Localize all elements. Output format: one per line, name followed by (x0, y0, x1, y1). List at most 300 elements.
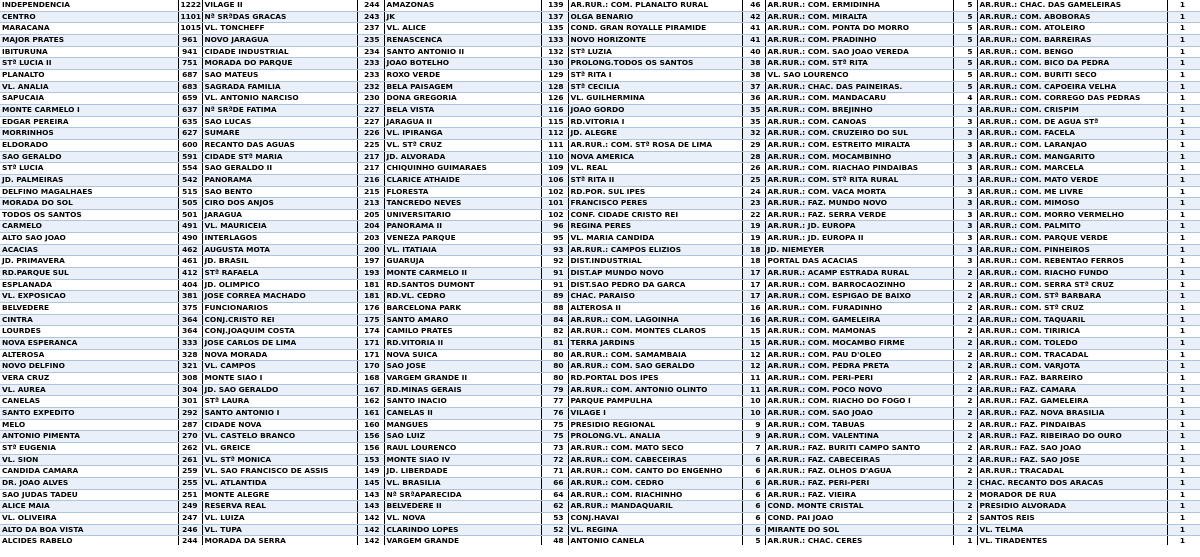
count-cell: 1 (1167, 454, 1200, 466)
count-cell: 5 (953, 58, 977, 70)
count-cell: 24 (742, 186, 765, 198)
neighborhood-name-cell: RD.VL. CEDRO (384, 291, 541, 303)
count-cell: 77 (541, 396, 568, 408)
neighborhood-name-cell: AR.RUR.: COM. ABOBORAS (977, 11, 1167, 23)
neighborhood-name-cell: MONTE CARMELO II (384, 268, 541, 280)
count-cell: 15 (742, 338, 765, 350)
count-cell: 10 (742, 407, 765, 419)
count-cell: 7 (742, 442, 765, 454)
count-cell: 364 (178, 314, 202, 326)
count-cell: 9 (742, 431, 765, 443)
neighborhood-name-cell: CONF. CIDADE CRISTO REI (568, 209, 742, 221)
neighborhood-name-cell: VL. CAMPOS (202, 361, 357, 373)
count-cell: 17 (742, 279, 765, 291)
neighborhood-name-cell: VL. ALICE (384, 23, 541, 35)
neighborhood-name-cell: AR.RUR.: COM. TABUAS (765, 419, 953, 431)
count-cell: 292 (178, 407, 202, 419)
neighborhood-name-cell: AR.RUR.: COM. STª BARBARA (977, 291, 1167, 303)
neighborhood-name-cell: JOSE CARLOS DE LIMA (202, 338, 357, 350)
count-cell: 1 (1167, 209, 1200, 221)
table-row (0, 396, 1200, 408)
neighborhood-name-cell: AR.RUR.: FAZ. CAMARA (977, 384, 1167, 396)
count-cell: 36 (742, 93, 765, 105)
count-cell: 2 (953, 489, 977, 501)
neighborhood-name-cell: AR.RUR.: COM. POCO NOVO (765, 384, 953, 396)
count-cell: 1 (1167, 0, 1200, 11)
neighborhood-name-cell: AR.RUR.: COM. CEDRO (568, 477, 742, 489)
count-cell: 213 (357, 198, 384, 210)
count-cell: 249 (178, 501, 202, 513)
neighborhood-name-cell: AR.RUR.: COM. SAO GERALDO (568, 361, 742, 373)
count-cell: 75 (541, 431, 568, 443)
count-cell: 3 (953, 128, 977, 140)
neighborhood-name-cell: COND. PAI JOAO (765, 512, 953, 524)
neighborhood-name-cell: SAO JOSE (384, 361, 541, 373)
neighborhood-name-cell: COND. MONTE CRISTAL (765, 501, 953, 513)
neighborhood-name-cell: CANELAS II (384, 407, 541, 419)
count-cell: 251 (178, 489, 202, 501)
neighborhood-name-cell: VL. SAO LOURENCO (765, 69, 953, 81)
neighborhood-name-cell: AR.RUR.: FAZ. NOVA BRASILIA (977, 407, 1167, 419)
neighborhood-name-cell: RD.VITORIA I (568, 116, 742, 128)
count-cell: 170 (357, 361, 384, 373)
table-row (0, 174, 1200, 186)
count-cell: 1 (1167, 361, 1200, 373)
neighborhood-name-cell: AR.RUR.: COM. PEDRA PRETA (765, 361, 953, 373)
count-cell: 64 (541, 489, 568, 501)
count-cell: 1 (1167, 69, 1200, 81)
neighborhood-name-cell: COND. GRAN ROYALLE PIRAMIDE (568, 23, 742, 35)
neighborhood-name-cell: ESPLANADA (0, 279, 178, 291)
neighborhood-name-cell: AR.RUR.: COM. GAMELEIRA (765, 314, 953, 326)
neighborhood-name-cell: MIRANTE DO SOL (765, 524, 953, 536)
neighborhood-name-cell: DIST.AP MUNDO NOVO (568, 268, 742, 280)
count-cell: 53 (541, 512, 568, 524)
count-cell: 102 (541, 209, 568, 221)
neighborhood-name-cell: JD. NIEMEYER (765, 244, 953, 256)
table-row (0, 419, 1200, 431)
neighborhood-name-cell: AR.RUR.: COM. PALMITO (977, 221, 1167, 233)
neighborhood-name-cell: INDEPENDENCIA (0, 0, 178, 11)
count-cell: 3 (953, 233, 977, 245)
count-cell: 84 (541, 314, 568, 326)
count-cell: 1 (1167, 524, 1200, 536)
count-cell: 73 (541, 442, 568, 454)
count-cell: 3 (953, 186, 977, 198)
count-cell: 110 (541, 151, 568, 163)
count-cell: 1 (1167, 128, 1200, 140)
page-footer-strip (0, 545, 1200, 557)
count-cell: 2 (953, 279, 977, 291)
count-cell: 2 (953, 431, 977, 443)
neighborhood-name-cell: NOVO DELFINO (0, 361, 178, 373)
table-row (0, 34, 1200, 46)
table-row (0, 0, 1200, 11)
neighborhood-name-cell: RENASCENCA (384, 34, 541, 46)
neighborhood-name-cell: AR.RUR.: COM. ESTREITO MIRALTA (765, 139, 953, 151)
neighborhood-name-cell: TERRA JARDINS (568, 338, 742, 350)
neighborhood-name-cell: CIRO DOS ANJOS (202, 198, 357, 210)
neighborhood-name-cell: AR.RUR.: COM. CABECEIRAS (568, 454, 742, 466)
neighborhood-name-cell: JOAO BOTELHO (384, 58, 541, 70)
neighborhood-name-cell: AR.RUR.: COM. VALENTINA (765, 431, 953, 443)
count-cell: 12 (742, 361, 765, 373)
neighborhood-name-cell: FUNCIONARIOS (202, 303, 357, 315)
neighborhood-name-cell: AR.RUR.: COM. PRADINHO (765, 34, 953, 46)
count-cell: 1 (1167, 46, 1200, 58)
count-cell: 259 (178, 466, 202, 478)
count-cell: 1 (1167, 198, 1200, 210)
table-row (0, 11, 1200, 23)
neighborhood-name-cell: VENEZA PARQUE (384, 233, 541, 245)
count-cell: 243 (357, 11, 384, 23)
neighborhood-name-cell: MAJOR PRATES (0, 34, 178, 46)
count-cell: 687 (178, 69, 202, 81)
neighborhood-name-cell: SANTO INACIO (384, 396, 541, 408)
table-row (0, 349, 1200, 361)
count-cell: 5 (953, 34, 977, 46)
count-cell: 2 (953, 326, 977, 338)
count-cell: 1 (1167, 279, 1200, 291)
table-row (0, 477, 1200, 489)
neighborhood-name-cell: STª LUZIA (568, 46, 742, 58)
count-cell: 116 (541, 104, 568, 116)
neighborhood-name-cell: SANTOS REIS (977, 512, 1167, 524)
count-cell: 1 (1167, 291, 1200, 303)
count-cell: 364 (178, 326, 202, 338)
count-cell: 81 (541, 338, 568, 350)
count-cell: 6 (742, 512, 765, 524)
count-cell: 5 (953, 23, 977, 35)
neighborhood-name-cell: AR.RUR.: COM. VACA MORTA (765, 186, 953, 198)
neighborhood-name-cell: RECANTO DAS AGUAS (202, 139, 357, 151)
neighborhood-name-cell: INTERLAGOS (202, 233, 357, 245)
count-cell: 6 (742, 454, 765, 466)
count-cell: 462 (178, 244, 202, 256)
count-cell: 153 (357, 454, 384, 466)
neighborhood-name-cell: JD. SAO GERALDO (202, 384, 357, 396)
neighborhood-name-cell: SAO LUIZ (384, 431, 541, 443)
count-cell: 12 (742, 349, 765, 361)
count-cell: 5 (953, 11, 977, 23)
neighborhood-name-cell: ALTO DA BOA VISTA (0, 524, 178, 536)
neighborhood-name-cell: BELA VISTA (384, 104, 541, 116)
neighborhood-name-cell: ANTONIO CANELA (568, 536, 742, 548)
count-cell: 941 (178, 46, 202, 58)
neighborhood-name-cell: AR.RUR.: COM. FURADINHO (765, 303, 953, 315)
neighborhood-name-cell: MORADOR DE RUA (977, 489, 1167, 501)
count-cell: 1 (1167, 431, 1200, 443)
neighborhood-name-cell: AR.RUR.: FAZ. GAMELEIRA (977, 396, 1167, 408)
count-cell: 304 (178, 384, 202, 396)
neighborhood-name-cell: MARACANA (0, 23, 178, 35)
count-cell: 2 (953, 396, 977, 408)
count-cell: 5 (953, 46, 977, 58)
count-cell: 1 (1167, 221, 1200, 233)
neighborhood-name-cell: AUGUSTA MOTA (202, 244, 357, 256)
count-cell: 35 (742, 116, 765, 128)
count-cell: 143 (357, 501, 384, 513)
count-cell: 247 (178, 512, 202, 524)
neighborhood-name-cell: AR.RUR.: COM. BARREIRAS (977, 34, 1167, 46)
count-cell: 111 (541, 139, 568, 151)
count-cell: 244 (357, 0, 384, 11)
count-cell: 321 (178, 361, 202, 373)
table-row (0, 303, 1200, 315)
neighborhood-name-cell: JK (384, 11, 541, 23)
count-cell: 62 (541, 501, 568, 513)
table-row (0, 69, 1200, 81)
count-cell: 106 (541, 174, 568, 186)
neighborhood-name-cell: AR.RUR.: FAZ. SAO JOAO (977, 442, 1167, 454)
neighborhood-name-cell: VL. TUPA (202, 524, 357, 536)
count-cell: 204 (357, 221, 384, 233)
count-cell: 3 (953, 139, 977, 151)
neighborhood-name-cell: ALCIDES RABELO (0, 536, 178, 548)
count-cell: 42 (742, 11, 765, 23)
neighborhood-name-cell: JD. PALMEIRAS (0, 174, 178, 186)
count-cell: 404 (178, 279, 202, 291)
count-cell: 129 (541, 69, 568, 81)
neighborhood-name-cell: VL. REAL (568, 163, 742, 175)
count-cell: 1 (1167, 314, 1200, 326)
neighborhood-name-cell: AR.RUR.: COM. RIACHINHO (568, 489, 742, 501)
count-cell: 75 (541, 419, 568, 431)
neighborhood-name-cell: AR.RUR.: FAZ. PERI-PERI (765, 477, 953, 489)
neighborhood-name-cell: PRESIDIO REGIONAL (568, 419, 742, 431)
count-cell: 142 (357, 524, 384, 536)
count-cell: 5 (953, 69, 977, 81)
count-cell: 76 (541, 407, 568, 419)
table-row (0, 256, 1200, 268)
count-cell: 91 (541, 279, 568, 291)
count-cell: 156 (357, 431, 384, 443)
neighborhood-name-cell: AR.RUR.: COM. SAO JOAO VEREDA (765, 46, 953, 58)
neighborhood-name-cell: AR.RUR.: COM. MANGARITO (977, 151, 1167, 163)
count-cell: 175 (357, 314, 384, 326)
neighborhood-name-cell: VERA CRUZ (0, 373, 178, 385)
count-cell: 261 (178, 454, 202, 466)
neighborhood-name-cell: RD.MINAS GERAIS (384, 384, 541, 396)
count-cell: 1 (1167, 93, 1200, 105)
count-cell: 46 (742, 0, 765, 11)
neighborhood-name-cell: RD.SANTOS DUMONT (384, 279, 541, 291)
count-cell: 3 (953, 116, 977, 128)
neighborhood-name-cell: AR.RUR.: TRACADAL (977, 466, 1167, 478)
neighborhood-name-cell: CONJ.JOAQUIM COSTA (202, 326, 357, 338)
count-cell: 9 (742, 419, 765, 431)
count-cell: 101 (541, 198, 568, 210)
neighborhood-name-cell: TODOS OS SANTOS (0, 209, 178, 221)
count-cell: 1 (1167, 174, 1200, 186)
neighborhood-name-cell: NOVA SUICA (384, 349, 541, 361)
neighborhood-name-cell: STª RAFAELA (202, 268, 357, 280)
neighborhood-name-cell: AR.RUR.: COM. MATO VERDE (977, 174, 1167, 186)
neighborhood-name-cell: AR.RUR.: COM. ATOLEIRO (977, 23, 1167, 35)
table-row (0, 81, 1200, 93)
neighborhood-name-cell: AR.RUR.: FAZ. RIBEIRAO DO OURO (977, 431, 1167, 443)
neighborhood-name-cell: AR.RUR.: COM. MIRALTA (765, 11, 953, 23)
count-cell: 200 (357, 244, 384, 256)
neighborhood-name-cell: ROXO VERDE (384, 69, 541, 81)
neighborhood-name-cell: VL. TIRADENTES (977, 536, 1167, 548)
count-cell: 162 (357, 396, 384, 408)
count-cell: 2 (953, 524, 977, 536)
table-row (0, 221, 1200, 233)
count-cell: 1222 (178, 0, 202, 11)
neighborhood-name-cell: ALTEROSA (0, 349, 178, 361)
neighborhood-name-cell: VL. REGINA (568, 524, 742, 536)
neighborhood-name-cell: RD.PORTAL DOS IPES (568, 373, 742, 385)
count-cell: 1 (1167, 151, 1200, 163)
neighborhood-name-cell: AR.RUR.: FAZ. CABECEIRAS (765, 454, 953, 466)
neighborhood-name-cell: ALTEROSA II (568, 303, 742, 315)
count-cell: 1 (1167, 163, 1200, 175)
count-cell: 115 (541, 116, 568, 128)
neighborhood-name-cell: VL. BRASILIA (384, 477, 541, 489)
count-cell: 233 (357, 69, 384, 81)
count-cell: 109 (541, 163, 568, 175)
count-cell: 515 (178, 186, 202, 198)
neighborhood-name-cell: CENTRO (0, 11, 178, 23)
neighborhood-name-cell: AR.RUR.: COM. ESPIGAO DE BAIXO (765, 291, 953, 303)
neighborhood-name-cell: JD. BRASIL (202, 256, 357, 268)
count-cell: 381 (178, 291, 202, 303)
neighborhood-name-cell: PLANALTO (0, 69, 178, 81)
count-cell: 1 (1167, 104, 1200, 116)
count-cell: 18 (742, 244, 765, 256)
neighborhood-name-cell: ALTO SAO JOAO (0, 233, 178, 245)
count-cell: 227 (357, 104, 384, 116)
neighborhood-name-cell: JD. ALVORADA (384, 151, 541, 163)
count-cell: 328 (178, 349, 202, 361)
neighborhood-name-cell: AR.RUR.: JD. EUROPA (765, 221, 953, 233)
count-cell: 2 (953, 314, 977, 326)
neighborhood-name-cell: ACACIAS (0, 244, 178, 256)
neighborhood-name-cell: MORRINHOS (0, 128, 178, 140)
neighborhood-name-cell: AR.RUR.: COM. TAQUARIL (977, 314, 1167, 326)
neighborhood-name-cell: RAUL LOURENCO (384, 442, 541, 454)
count-cell: 1 (953, 536, 977, 548)
count-cell: 308 (178, 373, 202, 385)
table-row (0, 151, 1200, 163)
neighborhood-name-cell: AR.RUR.: COM. MOCAMBO FIRME (765, 338, 953, 350)
count-cell: 16 (742, 314, 765, 326)
neighborhood-name-cell: OLGA BENARIO (568, 11, 742, 23)
neighborhood-name-cell: PARQUE PAMPULHA (568, 396, 742, 408)
neighborhood-name-cell: AR.RUR.: COM. LARANJAO (977, 139, 1167, 151)
neighborhood-name-cell: BARCELONA PARK (384, 303, 541, 315)
count-cell: 230 (357, 93, 384, 105)
neighborhood-name-cell: Nª SRªAPARECIDA (384, 489, 541, 501)
neighborhood-name-cell: VL. SAO FRANCISCO DE ASSIS (202, 466, 357, 478)
neighborhood-name-cell: SAO GERALDO II (202, 163, 357, 175)
neighborhood-name-cell: MONTE CARMELO I (0, 104, 178, 116)
neighborhood-name-cell: CHAC. PARAISO (568, 291, 742, 303)
neighborhood-name-cell: SAO GERALDO (0, 151, 178, 163)
neighborhood-name-cell: JOAO GORDO (568, 104, 742, 116)
table-row (0, 104, 1200, 116)
neighborhood-name-cell: MONTE SIAO I (202, 373, 357, 385)
table-row (0, 384, 1200, 396)
neighborhood-name-cell: DIST.SAO PEDRO DA GARCA (568, 279, 742, 291)
neighborhood-name-cell: AR.RUR.: COM. TOLEDO (977, 338, 1167, 350)
table-row (0, 116, 1200, 128)
count-cell: 142 (357, 512, 384, 524)
neighborhood-name-cell: VL. MAURICEIA (202, 221, 357, 233)
table-row (0, 501, 1200, 513)
count-cell: 3 (953, 244, 977, 256)
count-cell: 234 (357, 46, 384, 58)
neighborhood-name-cell: AR.RUR.: COM. BENGO (977, 46, 1167, 58)
neighborhood-name-cell: SANTO AMARO (384, 314, 541, 326)
neighborhood-name-cell: VL. STª CRUZ (384, 139, 541, 151)
neighborhood-name-cell: VL. GREICE (202, 442, 357, 454)
neighborhood-name-cell: STª LAURA (202, 396, 357, 408)
neighborhood-name-cell: JARAGUA II (384, 116, 541, 128)
count-cell: 10 (742, 396, 765, 408)
neighborhood-name-cell: VL. SION (0, 454, 178, 466)
count-cell: 88 (541, 303, 568, 315)
neighborhood-name-cell: ALICE MAIA (0, 501, 178, 513)
count-cell: 133 (541, 34, 568, 46)
neighborhood-name-cell: MONTE ALEGRE (202, 489, 357, 501)
count-cell: 2 (953, 373, 977, 385)
count-cell: 139 (541, 0, 568, 11)
neighborhood-name-cell: VL. ATLANTIDA (202, 477, 357, 489)
neighborhood-name-cell: SANTO EXPEDITO (0, 407, 178, 419)
neighborhood-name-cell: CLARINDO LOPES (384, 524, 541, 536)
neighborhood-name-cell: AR.RUR.: FAZ. PINDAIBAS (977, 419, 1167, 431)
neighborhood-name-cell: EDGAR PEREIRA (0, 116, 178, 128)
count-cell: 1 (1167, 501, 1200, 513)
neighborhood-name-cell: DELFINO MAGALHAES (0, 186, 178, 198)
neighborhood-name-cell: AR.RUR.: COM. RIACHO FUNDO (977, 268, 1167, 280)
neighborhood-name-cell: TANCREDO NEVES (384, 198, 541, 210)
neighborhood-name-cell: AR.RUR.: COM. STª ROSA DE LIMA (568, 139, 742, 151)
neighborhood-name-cell: AR.RUR.: COM. BICO DA PEDRA (977, 58, 1167, 70)
count-cell: 38 (742, 69, 765, 81)
count-cell: 233 (357, 58, 384, 70)
table-row (0, 326, 1200, 338)
neighborhood-name-cell: AMAZONAS (384, 0, 541, 11)
count-cell: 17 (742, 268, 765, 280)
count-cell: 6 (742, 477, 765, 489)
neighborhood-name-cell: PROLONG.TODOS OS SANTOS (568, 58, 742, 70)
count-cell: 2 (953, 303, 977, 315)
count-cell: 2 (953, 501, 977, 513)
neighborhood-name-cell: PRESIDIO ALVORADA (977, 501, 1167, 513)
neighborhood-name-cell: MORADA DO SOL (0, 198, 178, 210)
count-cell: 19 (742, 233, 765, 245)
count-cell: 217 (357, 163, 384, 175)
count-cell: 41 (742, 34, 765, 46)
table-row (0, 198, 1200, 210)
count-cell: 683 (178, 81, 202, 93)
count-cell: 1 (1167, 23, 1200, 35)
neighborhood-name-cell: AR.RUR.: COM. CANTO DO ENGENHO (568, 466, 742, 478)
neighborhood-name-cell: VL. NOVA (384, 512, 541, 524)
count-cell: 1 (1167, 244, 1200, 256)
neighborhood-name-cell: GUARUJA (384, 256, 541, 268)
count-cell: 72 (541, 454, 568, 466)
count-cell: 235 (357, 34, 384, 46)
neighborhood-name-cell: DIST.INDUSTRIAL (568, 256, 742, 268)
neighborhood-name-cell: CHAC. RECANTO DOS ARACAS (977, 477, 1167, 489)
neighborhood-name-cell: VL. ANTONIO NARCISO (202, 93, 357, 105)
table-row (0, 209, 1200, 221)
neighborhood-name-cell: AR.RUR.: COM. STª RITA (765, 58, 953, 70)
